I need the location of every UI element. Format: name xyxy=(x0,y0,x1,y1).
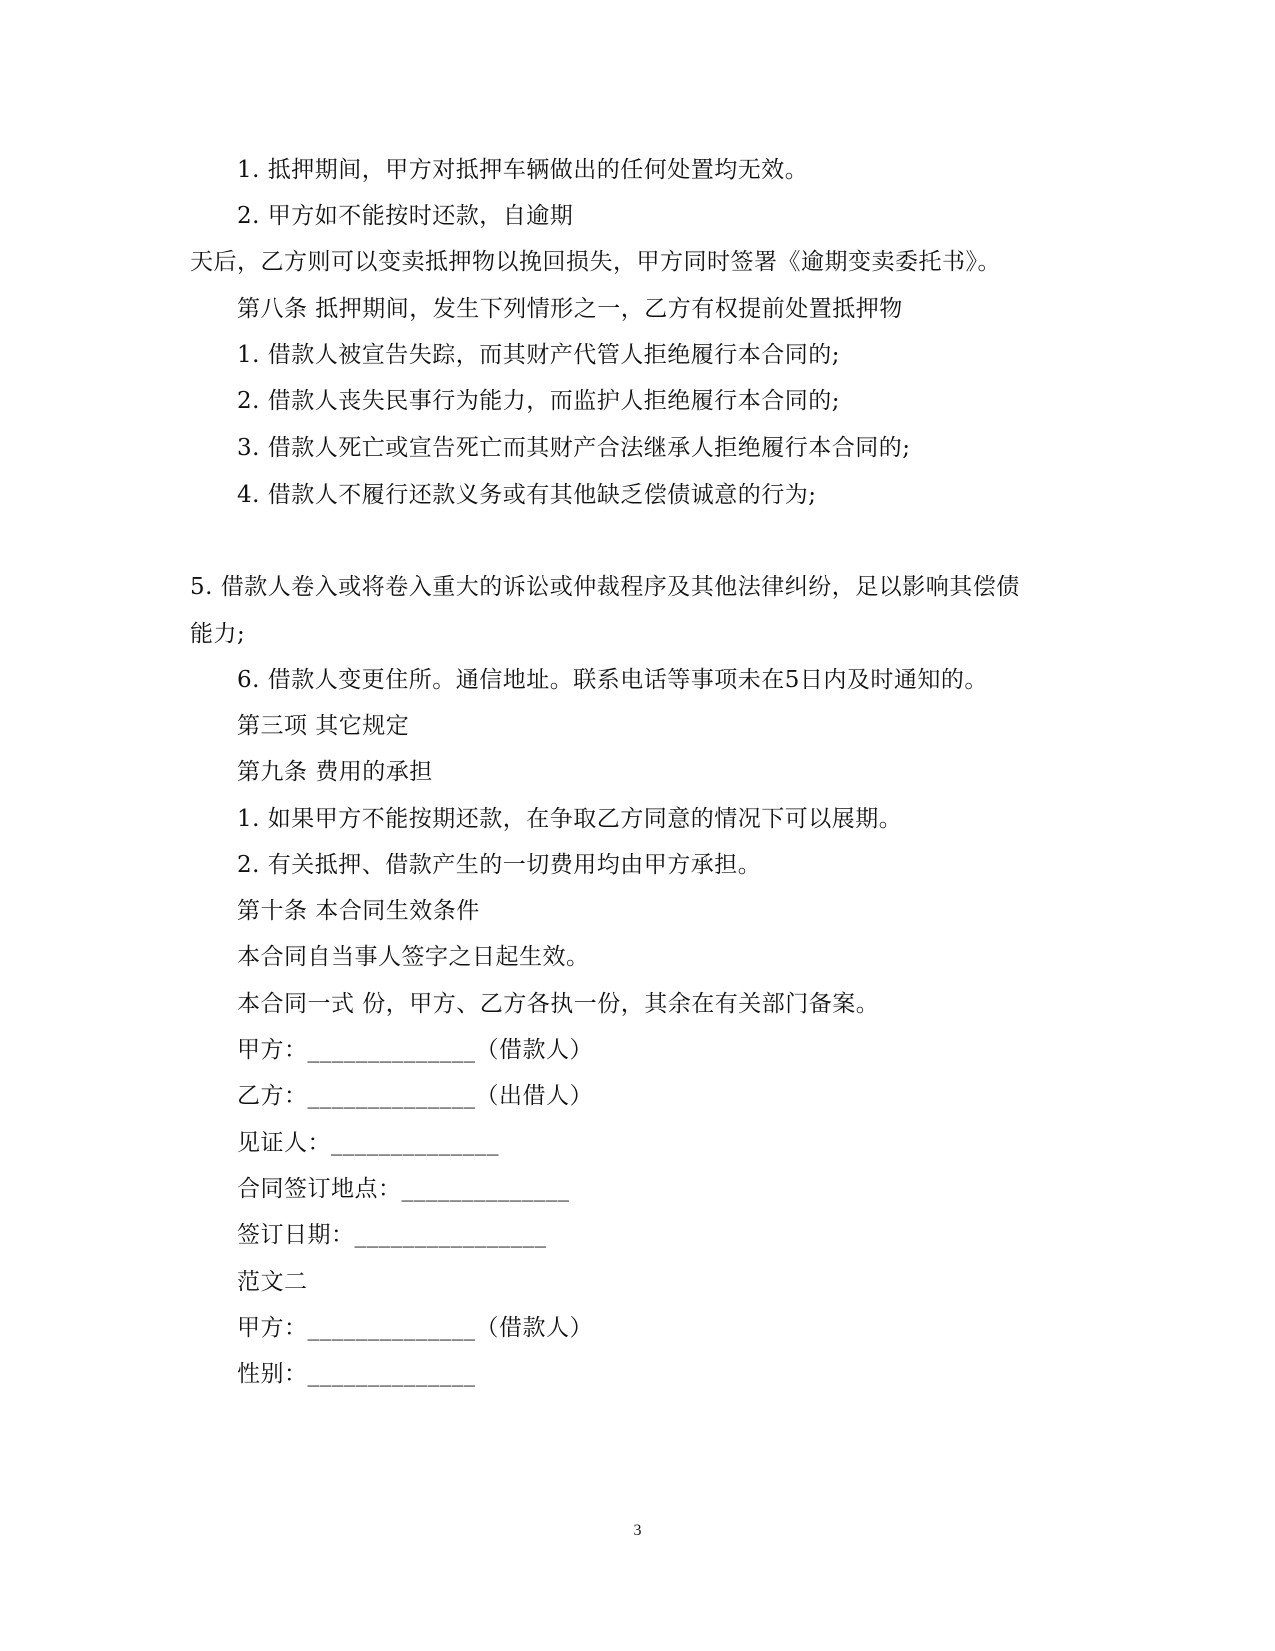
section-heading: 范文二 xyxy=(237,1269,308,1295)
signature-field: 甲方：______________（借款人） xyxy=(237,1037,593,1063)
text-line: 1. 抵押期间，甲方对抵押车辆做出的任何处置均无效。 xyxy=(237,157,809,183)
text-line: 2. 有关抵押、借款产生的一切费用均由甲方承担。 xyxy=(237,852,762,878)
signature-field: 甲方：______________（借款人） xyxy=(237,1315,593,1341)
text-line: 能力; xyxy=(190,621,246,647)
signature-field: 签订日期：________________ xyxy=(237,1222,547,1248)
text-line: 2. 甲方如不能按时还款，自逾期 xyxy=(237,203,574,229)
text-line: 5. 借款人卷入或将卷入重大的诉讼或仲裁程序及其他法律纠纷，足以影响其偿债 xyxy=(190,574,1020,600)
text-line: 4. 借款人不履行还款义务或有其他缺乏偿债诚意的行为; xyxy=(237,482,817,508)
signature-field: 合同签订地点：______________ xyxy=(237,1176,570,1202)
text-line: 天后，乙方则可以变卖抵押物以挽回损失，甲方同时签署《逾期变卖委托书》。 xyxy=(190,249,1001,275)
signature-field: 性别：______________ xyxy=(237,1361,476,1387)
text-line: 2. 借款人丧失民事行为能力，而监护人拒绝履行本合同的; xyxy=(237,388,841,414)
article-heading: 第八条 抵押期间，发生下列情形之一，乙方有权提前处置抵押物 xyxy=(237,296,903,322)
text-line: 本合同自当事人签字之日起生效。 xyxy=(237,944,590,970)
signature-field: 见证人：______________ xyxy=(237,1130,499,1156)
article-heading: 第九条 费用的承担 xyxy=(237,759,433,785)
section-heading: 第三项 其它规定 xyxy=(237,713,410,739)
text-line: 1. 借款人被宣告失踪，而其财产代管人拒绝履行本合同的; xyxy=(237,342,841,368)
text-line: 1. 如果甲方不能按期还款，在争取乙方同意的情况下可以展期。 xyxy=(237,806,903,832)
text-line: 本合同一式 份，甲方、乙方各执一份，其余在有关部门备案。 xyxy=(237,991,880,1017)
text-line: 6. 借款人变更住所。通信地址。联系电话等事项未在5日内及时通知的。 xyxy=(237,667,988,693)
page-number: 3 xyxy=(633,1522,642,1539)
text-line: 3. 借款人死亡或宣告死亡而其财产合法继承人拒绝履行本合同的; xyxy=(237,435,911,461)
article-heading: 第十条 本合同生效条件 xyxy=(237,898,480,924)
signature-field: 乙方：______________（出借人） xyxy=(237,1083,593,1109)
